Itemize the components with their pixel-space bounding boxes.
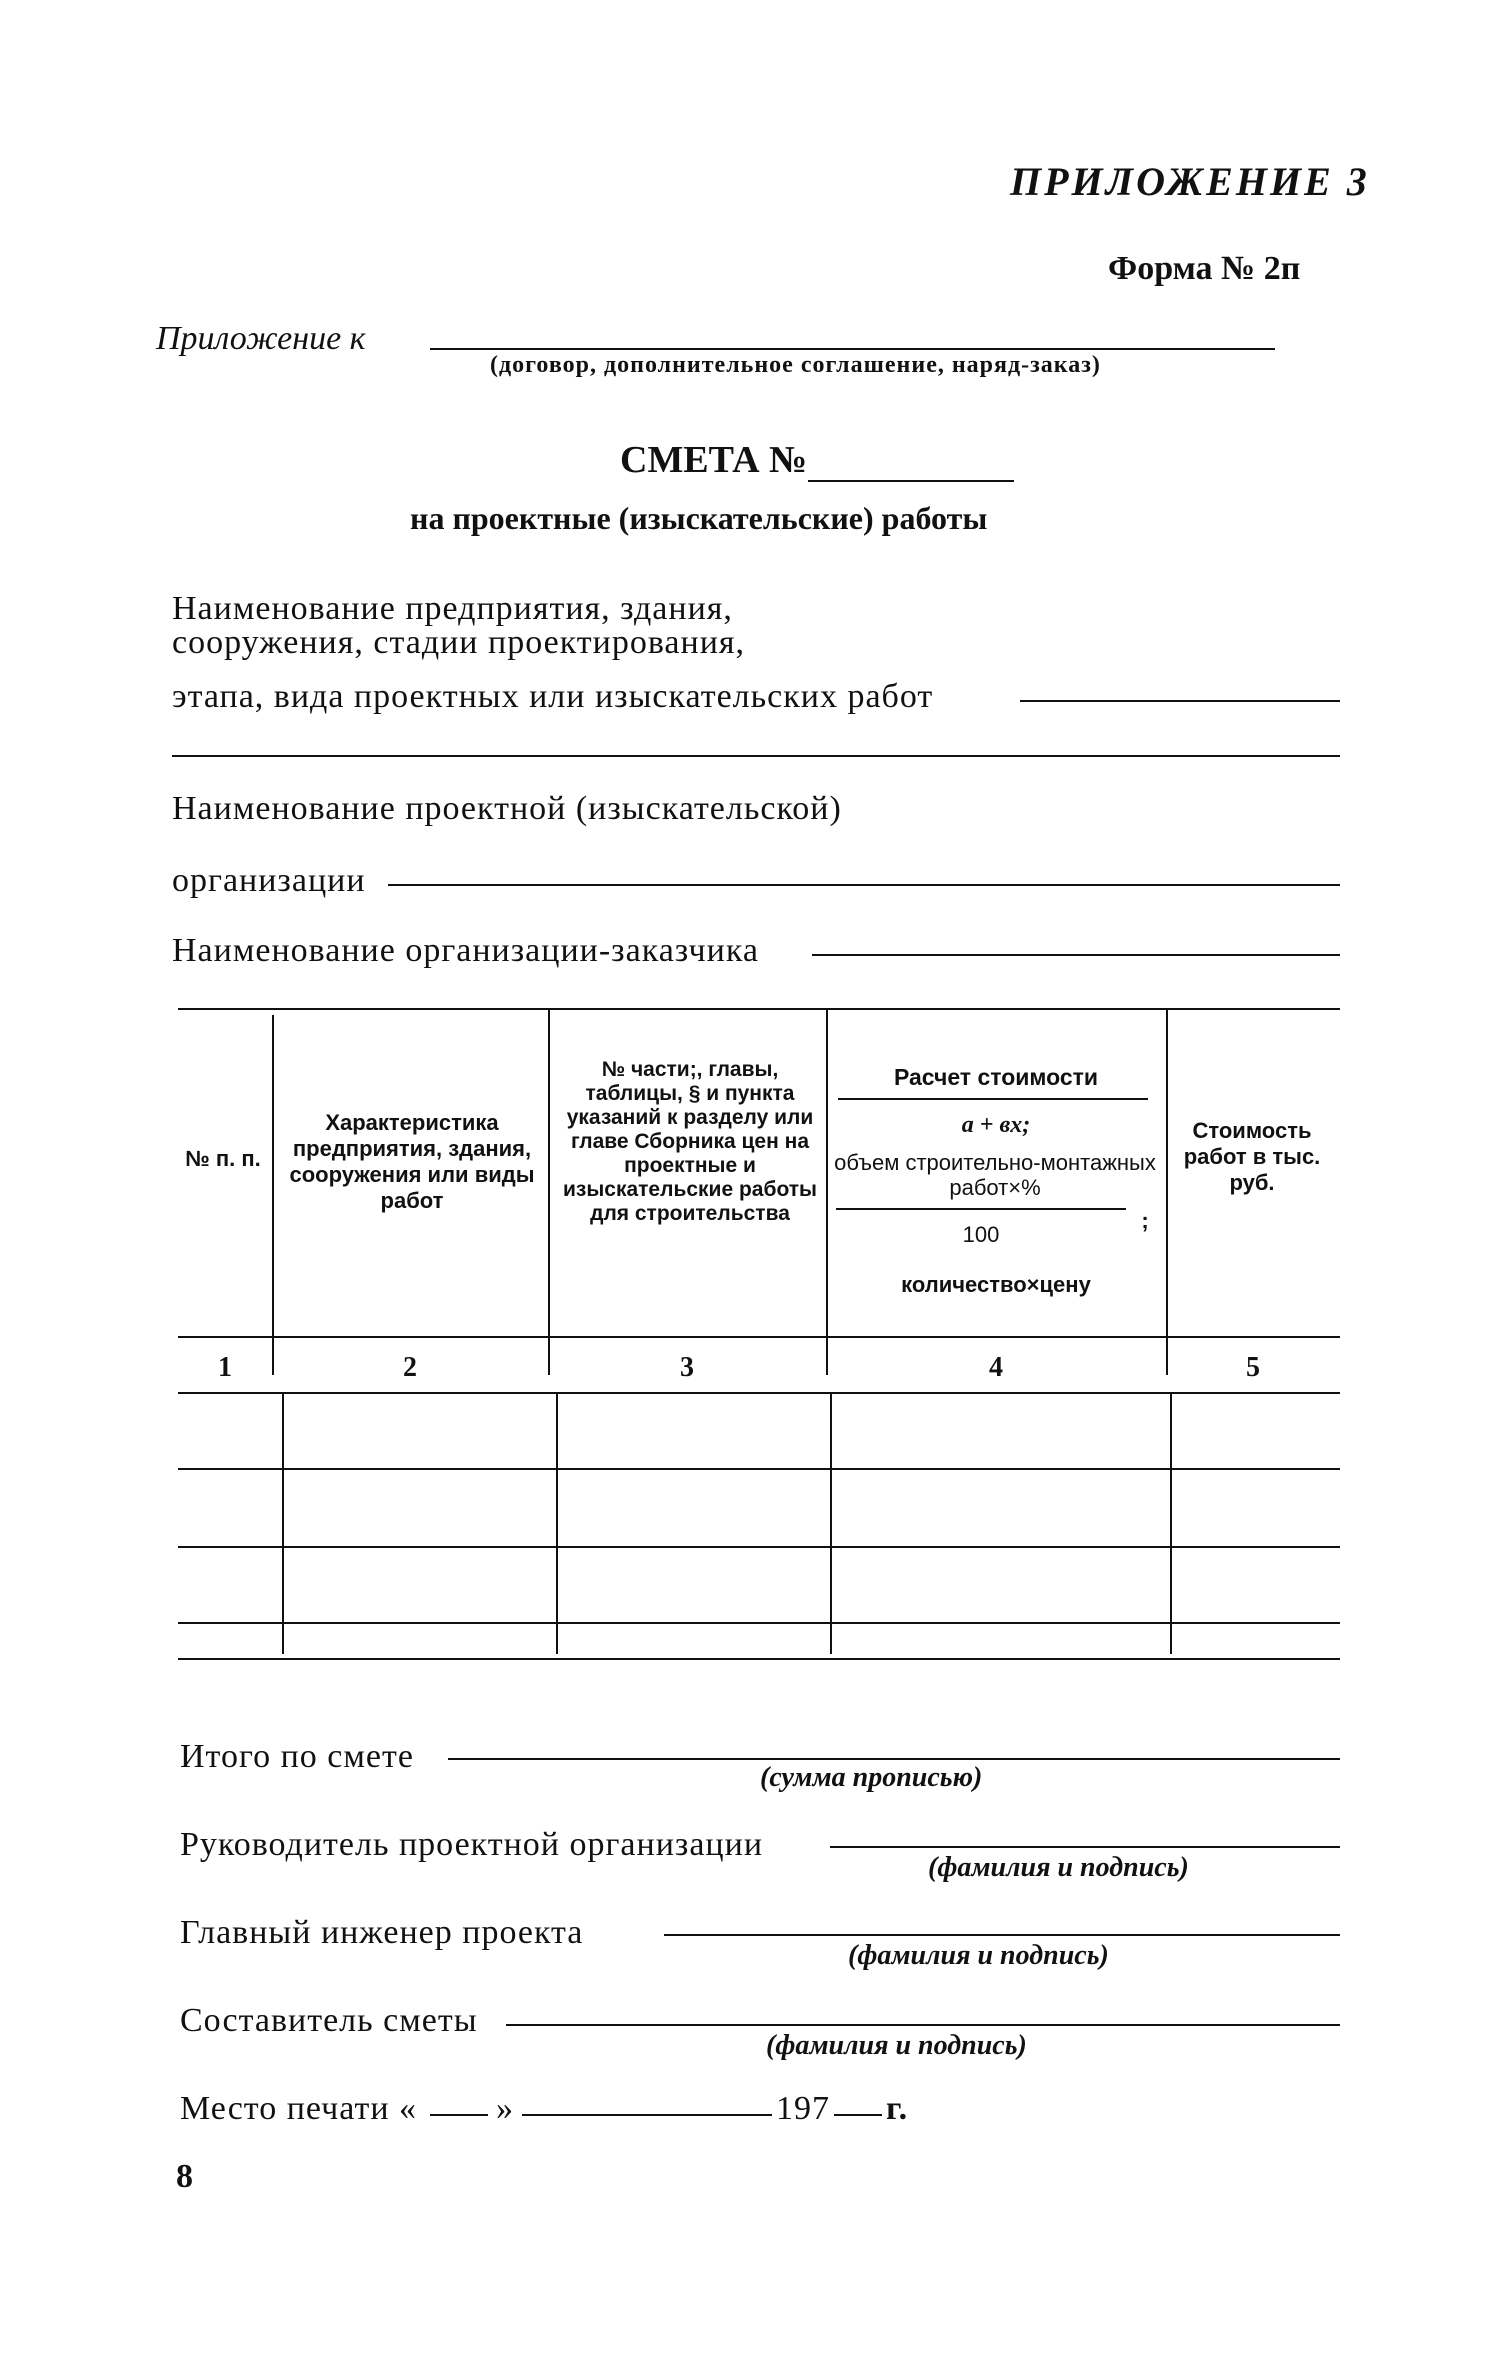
table-divider xyxy=(272,1015,274,1375)
table-divider xyxy=(826,1010,828,1375)
table-divider xyxy=(1170,1392,1172,1654)
stamp-year: 197 xyxy=(776,2090,830,2127)
subtitle: на проектные (изыскательские) работы xyxy=(410,500,988,536)
header-col4-title: Расчет стоимости xyxy=(893,1064,1099,1090)
appendix-title: ПРИЛОЖЕНИЕ 3 xyxy=(1010,159,1370,204)
attachment-line xyxy=(430,348,1275,350)
head-line xyxy=(830,1846,1340,1848)
header-col-reference: № части;, главы, таблицы, § и пункта указаний к разделу или главе Сборника цен на проектные и изыскательские работы для строительства xyxy=(563,1058,817,1225)
org-line xyxy=(388,884,1340,886)
header-bottom-border xyxy=(178,1336,1340,1338)
smeta-number-line xyxy=(808,480,1014,482)
column-number-5: 5 xyxy=(1246,1352,1260,1383)
formula-divider xyxy=(838,1098,1148,1100)
table-divider xyxy=(556,1392,558,1654)
total-label: Итого по смете xyxy=(180,1738,414,1775)
header-col-number: № п. п. xyxy=(185,1146,261,1171)
table-divider xyxy=(282,1392,284,1654)
compiler-caption: (фамилия и подпись) xyxy=(766,2030,1027,2061)
table-divider xyxy=(830,1392,832,1654)
table-row xyxy=(178,1622,1340,1624)
fraction-bar xyxy=(836,1208,1126,1210)
total-line xyxy=(448,1758,1340,1760)
engineer-line xyxy=(664,1934,1340,1936)
formula-denominator: 100 xyxy=(962,1222,1000,1247)
table-bottom-border xyxy=(178,1658,1340,1660)
engineer-label: Главный инженер проекта xyxy=(180,1914,584,1951)
org-label-1: Наименование проектной (изыскательской) xyxy=(172,790,842,827)
enterprise-line-1 xyxy=(1020,700,1340,702)
compiler-line xyxy=(506,2024,1340,2026)
header-col-cost: Стоимость работ в тыс. руб. xyxy=(1183,1118,1321,1195)
formula-a-plus-bx: a + вх; xyxy=(961,1112,1031,1138)
smeta-title: СМЕТА № xyxy=(620,439,808,481)
enterprise-label-1: Наименование предприятия, здания, xyxy=(172,590,733,627)
enterprise-line-2 xyxy=(172,755,1340,757)
stamp-day-line xyxy=(430,2114,488,2116)
stamp-quote-close: » xyxy=(496,2090,514,2127)
column-number-3: 3 xyxy=(680,1352,694,1383)
stamp-year-line xyxy=(834,2114,882,2116)
org-label-2: организации xyxy=(172,862,366,899)
form-number: Форма № 2п xyxy=(1108,250,1301,287)
attachment-caption: (договор, дополнительное соглашение, наряд-заказ) xyxy=(490,352,1101,378)
table-row xyxy=(178,1468,1340,1470)
table-row xyxy=(178,1546,1340,1548)
enterprise-label-3: этапа, вида проектных или изыскательских работ xyxy=(172,678,934,715)
formula-semicolon: ; xyxy=(1141,1208,1149,1233)
column-number-1: 1 xyxy=(218,1352,232,1383)
attachment-label: Приложение к xyxy=(156,320,366,357)
page-number: 8 xyxy=(176,2158,193,2195)
compiler-label: Составитель сметы xyxy=(180,2002,478,2039)
engineer-caption: (фамилия и подпись) xyxy=(848,1940,1109,1971)
enterprise-label-2: сооружения, стадии проектирования, xyxy=(172,624,746,661)
head-caption: (фамилия и подпись) xyxy=(928,1852,1189,1883)
column-number-4: 4 xyxy=(989,1352,1003,1383)
head-label: Руководитель проектной организации xyxy=(180,1826,764,1863)
table-divider xyxy=(1166,1010,1168,1375)
stamp-year-suffix: г. xyxy=(886,2090,909,2127)
column-number-2: 2 xyxy=(403,1352,417,1383)
body-top-border xyxy=(178,1392,1340,1394)
formula-volume-numerator: объем строительно-монтажных работ×% xyxy=(834,1150,1156,1200)
formula-quantity-price: количество×цену xyxy=(901,1272,1091,1297)
customer-line xyxy=(812,954,1340,956)
total-caption: (сумма прописью) xyxy=(760,1762,983,1793)
header-col-characteristic: Характеристика предприятия, здания, сооружения или виды работ xyxy=(289,1110,535,1213)
table-divider xyxy=(548,1010,550,1375)
customer-label: Наименование организации-заказчика xyxy=(172,932,759,969)
stamp-month-line xyxy=(522,2114,772,2116)
stamp-label: Место печати « xyxy=(180,2090,418,2127)
